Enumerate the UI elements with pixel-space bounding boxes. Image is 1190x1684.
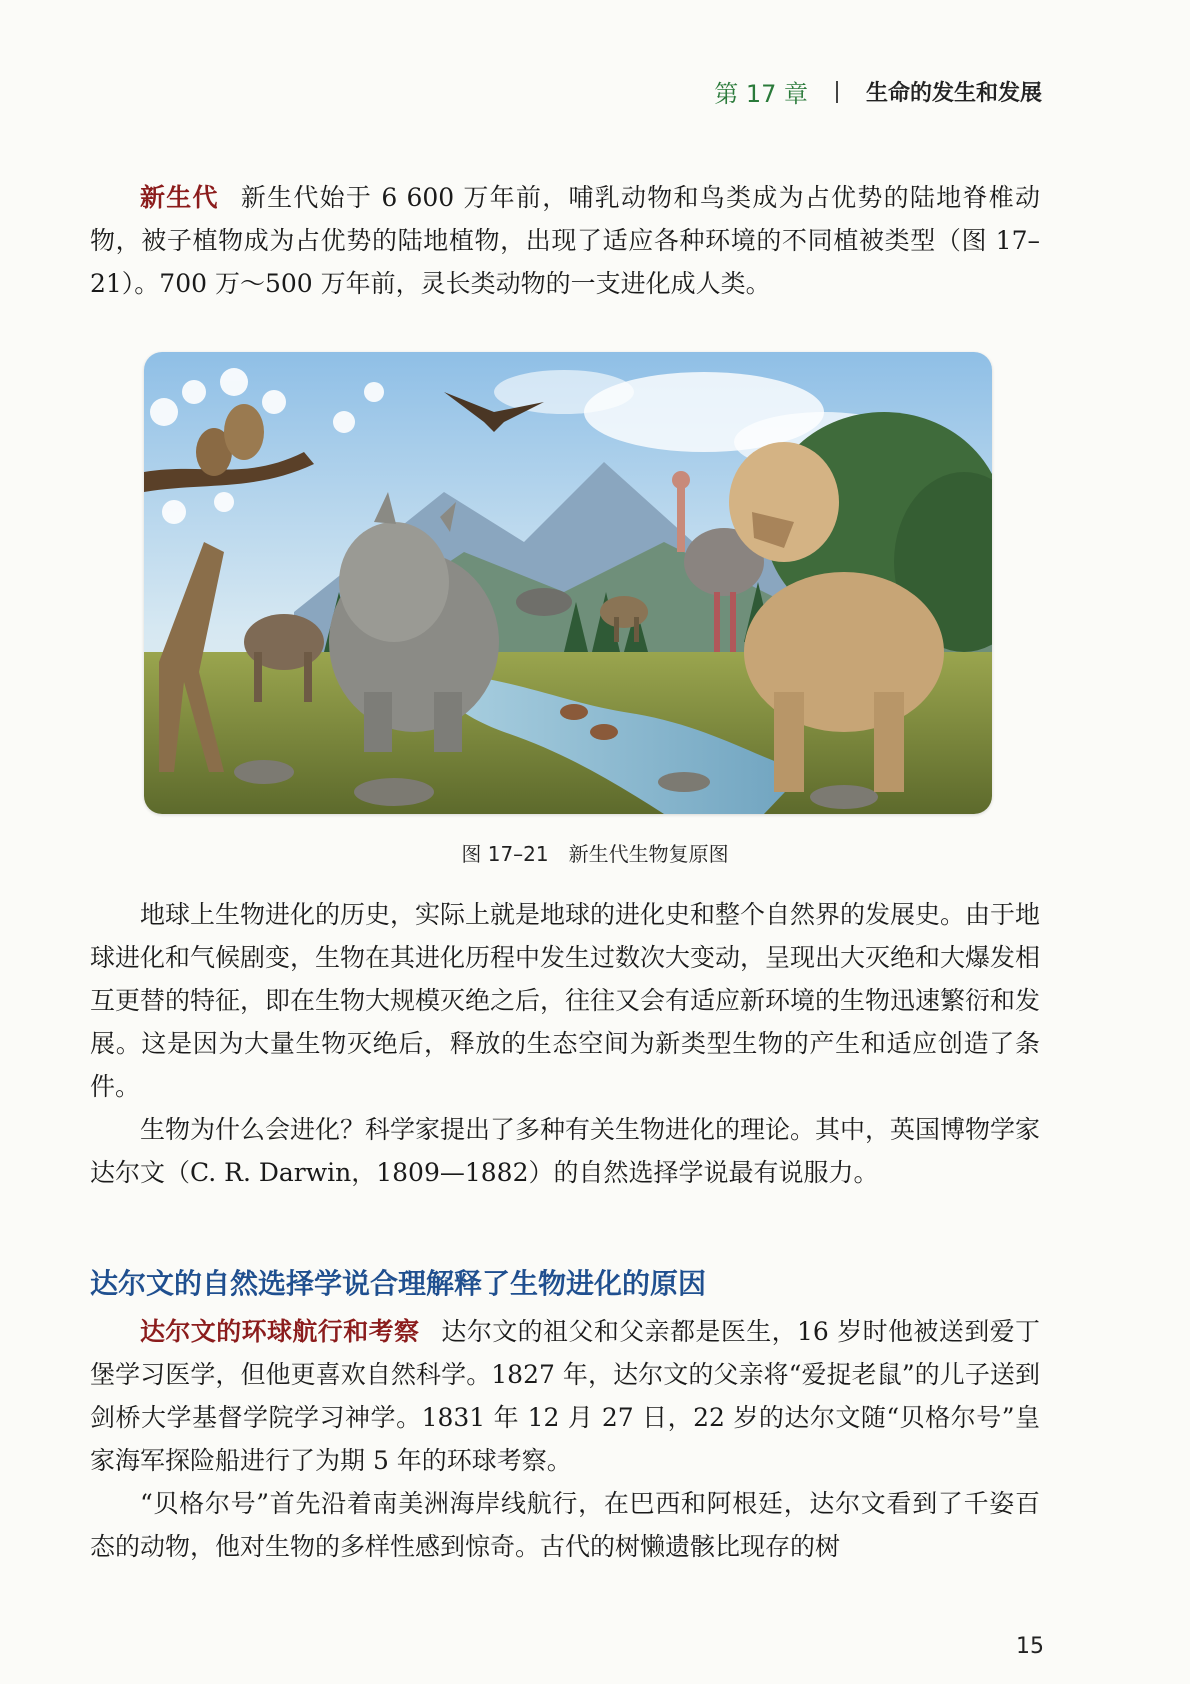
cenozoic-illustration — [144, 352, 992, 814]
figure-number: 图 17–21 — [461, 842, 549, 866]
cenozoic-scene-image — [144, 352, 992, 814]
figure-caption-text: 新生代生物复原图 — [568, 842, 729, 866]
header-divider — [836, 81, 838, 103]
body-paragraph-2: 生物为什么会进化？科学家提出了多种有关生物进化的理论。其中，英国博物学家达尔文（C. R. Darwin，1809—1882）的自然选择学说最有说服力。 — [90, 1115, 1041, 1187]
running-header — [714, 74, 1042, 109]
chapter-number: 第 17 章 — [714, 80, 808, 108]
intro-text: 新生代始于 6 600 万年前，哺乳动物和鸟类成为占优势的陆地脊椎动物，被子植物成为占优势的陆地植物，出现了适应各种环境的不同植被类型（图 17–21）。700 万～500 万年前，灵长类动物的一支进化成人类。 — [90, 183, 1040, 298]
section-lead: 达尔文的环球航行和考察 — [140, 1317, 420, 1346]
chapter-title: 生命的发生和发展 — [865, 81, 1042, 106]
figure-caption — [0, 838, 1190, 867]
section-paragraph-1 — [90, 1310, 1040, 1482]
intro-paragraph — [90, 176, 1040, 305]
body-paragraph-1: 地球上生物进化的历史，实际上就是地球的进化史和整个自然界的发展史。由于地球进化和气候剧变，生物在其进化历程中发生过数次大变动，呈现出大灭绝和大爆发相互更替的特征，即在生物大规模灭绝之后，往往又会有适应新环境的生物迅速繁衍和发展。这是因为大量生物灭绝后，释放的生态空间为新类型生物的产生和适应创造了条件。 — [90, 900, 1041, 1101]
section-heading: 达尔文的自然选择学说合理解释了生物进化的原因 — [90, 1267, 707, 1300]
intro-lead: 新生代 — [140, 183, 219, 212]
section-paragraph-2: “贝格尔号”首先沿着南美洲海岸线航行，在巴西和阿根廷，达尔文看到了千姿百态的动物，他对生物的多样性感到惊奇。古代的树懒遗骸比现存的树 — [90, 1489, 1040, 1561]
section-paragraph-1-text: 达尔文的祖父和父亲都是医生，16 岁时他被送到爱丁堡学习医学，但他更喜欢自然科学。1827 年，达尔文的父亲将“爱捉老鼠”的儿子送到剑桥大学基督学院学习神学。1831 年 12 月 27 日，22 岁的达尔文随“贝格尔号”皇家海军探险船进行了为期 5 年的环球考察。 — [90, 1317, 1040, 1475]
page-number: 15 — [1016, 1634, 1044, 1659]
